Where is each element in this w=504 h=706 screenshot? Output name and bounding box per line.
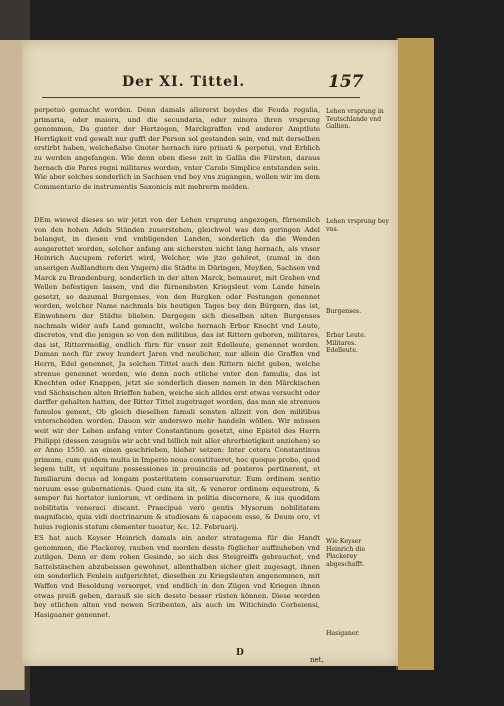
paragraph-text: perpetuò gemacht worden. Denn damals allererst beydes die Feuda regalia, primaria, oder maiora, und die secundaria, oder minora ihren vrsprung genommen, Da gunter der Hertzogen, Marckgraffen vnd anderer Amptlute Herrligkeit vnd gewalt nur gufft der Person sol gestanden sein, vnd mit derselben erstirbt haben, welcheßalso Gnoter hernach iure priuati & perpetui, vnd Erblich zu werden angefangen. Wie denn eben diese zeit in Gallia die Fürsten, daraus hernach die Pares regni militares worden, vnter Carolo Simplice entstanden sein. Wie aber solches sonderlich in Sachsen vnd bey vns zugangen, wollen wir im dem Commentario de instrumentis Saxonicis mit mehrerm melden.	[34, 106, 320, 191]
margin-note-2: Lehen vrsprung bey vns.	[326, 218, 389, 233]
margin-note-6: Hasiganer.	[326, 630, 360, 637]
margin-note-1: Lehen vrsprung in Teutschlande vnd Gallien.	[326, 108, 384, 131]
book-board	[396, 38, 434, 670]
margin-note-5: Wie Keyser Heinrich die Plackerey abgeschafft.	[326, 538, 365, 568]
paragraph-1	[34, 106, 320, 192]
margin-note-3: Burgenses.	[326, 308, 362, 315]
page-number: 157	[328, 72, 364, 92]
page-header	[22, 70, 398, 100]
paragraph-text: ES hat auch Keyser Heinrich damals ein ander stratagema für die Handt genommen, die Plackerey, rauben vnd morden dessto füglicher auffzuheben vnd zutilgen. Denn er dem rohen Gesinde, so sich des Steigreiffs gebrauchet, vnd Sattelstäschen abzubeissen gewohnet, allenthalben sicher gleit zugesagt, ihnen ein sonderlich Fenlein aufgerichtet, dieselben zu Kriegsleuten angenommen, mit Waffen vnd Besoldung versorget, vnd endlich in den Zügen vnd Kriegen ihnen etwas preiß geben, darauß sie sich dessto besser rüsten können. Diese werden bey etlichen alten vnd newen Scribenten, als auch im Witichindo Corbeiensi, Hasigaaner genennet.	[34, 534, 320, 619]
header-rule	[42, 97, 360, 98]
paragraph-3	[34, 534, 320, 620]
catchword: net,	[310, 656, 324, 664]
signature-mark: D	[236, 648, 244, 658]
paragraph-text: DEm wiewol dieses so wir jetzt von der Lehen vrsprung angezogen, fürnemlich von den hohen Adels Ständen zuuerstehen, gleichwol was den geringen Adel belanget, in diesen vnd vmbligenden Landen, sonderlich da die Wenden ausgerottet worden, solcher anfang am sichersten nicht lang hernach, als vnser Heinrich Aucupem referirt wird, Welcher, wie jtzo gehöret, (zumal in den unserigen Außlandtern den Vngern) die Städte in Düringen, Meyßen, Sachsen vnd Marck zu Brandenburg, sonderlich in der alten Marck, bemauret, mit Graben vnd Wellen befestigen lassen, vnd die fürnembsten Kriegsleut vom Lande hinein gesetzt, so dazumal Burgenses, von den Burgken oder Festungen genennet worden, welcher Name nachmals bis heutigen Tages bey den Bürgern, das ist, Einwohnern der Städte blieben. Dargegen sich dieselben alten Burgenses nachmals wider aufs Land gemacht, welche hernach Erbar Knecht vnd Leute, discretos, vnd die jenigen so von den militibus, das ist Rittern geboren, militares, das ist, Ritterrmeßig, endlich fürn für vnser zeit Edelleute, genennet worden. Daman noch für zwey hundert Jaren vnd neulicher, nur allein die Graffen vnd Herrn, Edel genennet, Ja solchen Tittel auch den Rittern nicht geben, welche strenue genennet worden, wie denn auch etliche vnter den famulis, das ist Knechten oder Knappen, jetzt sie sonderlich diesen namen in den Märckischen vnd Sächsischen alten Brieffen haben, weiche sich alldes erst etwas versucht oder darffer gehalten hatten, der Ritter Tittel zugetraget worden, das man sie strenuos famulos genent, Ob gleich dieselben famuli sonsten allzeit von den militibus vnterscheiden worden. Dauon wir anderswo mehr handeln wöllen. Wir müssen weit wir der Lehen anfang vnter Constantinum gesetzt, eine Epistel des Herrn Philippi (dessen zeugnüs wir acht vnd billich mit aller ehrerbietigkeit anziehen) so er Anno 1550. an einen geschrieben, hieher setzen: Inter cetera Constantinus primum, cum quidem multa in Imperio noua constitueret, hoc quoque probo, quod legem tulit, vt equitum possessiones in prouinciis ad posteros pertinerent, et familiarum decus ad longam posteritatem conseruaretur. Eum ordinem sentio neruum esse gubernationis. Quod cum ita sit, & veneror ordinem equestrem, & semper fui hortator iuniorum, vt ordinem in politia discernere, & ius quoddam nobilitatis veneraci discant. Praecipuè verò gentis Mysorum nobilitatem magnifacio, quia vidi doctrinarum & studiosam & capacem esse, & Deum oro, vt huius regionis statum clementer tueatur, &c. 12. Februarij.	[34, 216, 320, 531]
paragraph-2	[34, 216, 320, 533]
chapter-title: Der XI. Tittel.	[122, 74, 246, 90]
margin-note-4: Erbar Leute. Militares. Edelleute.	[326, 332, 366, 355]
book-page	[22, 40, 398, 666]
